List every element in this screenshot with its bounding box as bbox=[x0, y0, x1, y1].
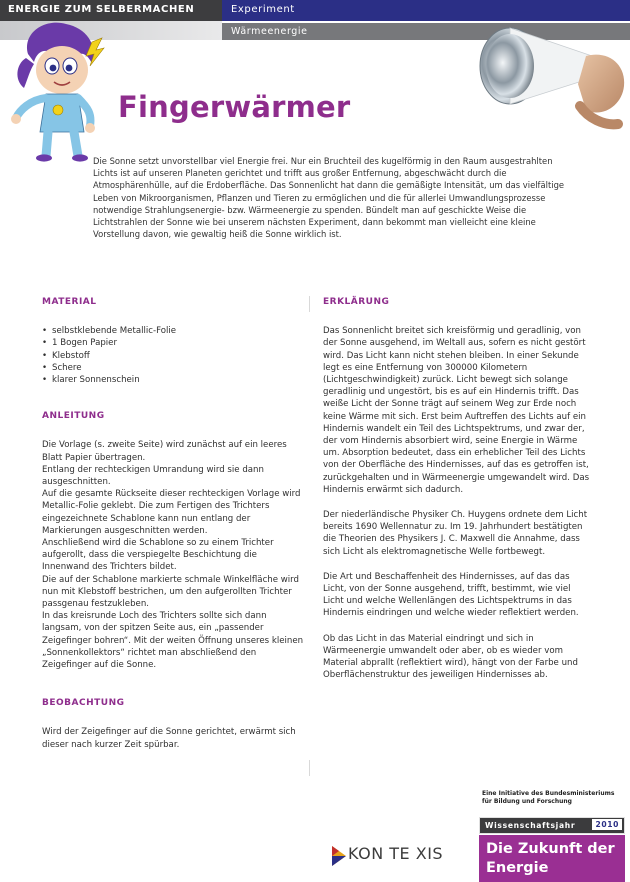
anleitung-text bbox=[42, 439, 304, 671]
finger-cone-photo bbox=[458, 14, 630, 132]
slogan-line: Die Zukunft der bbox=[486, 841, 615, 857]
material-item: • selbstklebende Metallic-Folie bbox=[42, 325, 304, 337]
mascot-illustration bbox=[6, 14, 114, 162]
column-divider-left bbox=[309, 296, 310, 312]
topic-label: Wärmeenergie bbox=[231, 26, 308, 37]
initiative-line: für Bildung und Forschung bbox=[482, 797, 572, 805]
zukunft-energie-badge bbox=[479, 835, 625, 882]
intro-text: Die Sonne setzt unvorstellbar viel Energie frei. Nur ein Bruchteil des kugelförmig in den Raum ausgestrahlten Lichts ist auf unseren Planeten gerichtet und trifft aus großer Entfernung, abgeschwächt durch die Atmosphärenhülle, auf die Erdoberfläche. Das Sonnenlicht hat dann die gemäßigte Intensität, um das vielfältige Leben von Mikroorganismen, Pflanzen und Tieren zu ermöglichen und die für allerlei Umwandlungsprozesse notwendige Strahlungsenergie- bzw. Wärmeenergie zu spenden. Bündelt man auf geschickte Weise die Lichtstrahlen der Sonne wie bei unserem nächsten Experiment, dann bekommt man vielleicht eine kleine Vorstellung davon, wie gewaltig heiß die Sonne wirklich ist. bbox=[93, 156, 565, 240]
right-column bbox=[323, 296, 591, 693]
material-item: • Klebstoff bbox=[42, 350, 304, 362]
erklaerung-paragraph: Ob das Licht in das Material eindringt und sich in Wärmeenergie umwandelt oder aber, ob es wieder vom Material abprallt (reflektiert wird), hängt von der Farbe und Oberflächenstruktur des jeweiligen Hindernisses ab. bbox=[323, 633, 578, 681]
anleitung-paragraph: Die Vorlage (s. zweite Seite) wird zunächst auf ein leeres Blatt Papier übertragen. bbox=[42, 440, 287, 463]
ministry-initiative bbox=[482, 790, 622, 806]
material-heading: MATERIAL bbox=[42, 297, 97, 307]
erklaerung-paragraph: Der niederländische Physiker Ch. Huygens ordnete dem Licht bereits 1690 Wellennatur zu. Im 19. Jahrhundert bestätigten die Theorien des Physikers J. C. Maxwell die Annahme, dass sich Licht als elektromagnetische Welle fortbewegt. bbox=[323, 510, 588, 557]
anleitung-paragraph: Anschließend wird die Schablone so zu einem Trichter aufgerollt, dass die verspiegelte Beschichtung die Innenwand des Trichters bildet. bbox=[42, 538, 274, 573]
material-item: • 1 Bogen Papier bbox=[42, 337, 304, 349]
anleitung-paragraph: Entlang der rechteckigen Umrandung wird sie dann ausgeschnitten. bbox=[42, 464, 264, 488]
left-column bbox=[42, 296, 304, 763]
kontexis-name: KON TE XIS bbox=[348, 844, 444, 863]
erklaerung-paragraph: Das Sonnenlicht breitet sich kreisförmig und geradlinig, von der Sonne ausgehend, im Weltall aus, sofern es nicht gestört wird. Das Licht kann nicht stehen bleiben. In einer Sekunde legt es eine Entfernung von 300000 Kilometern (Lichtgeschwindigkeit) zurück. Licht bewegt sich solange geradlinig und ungestört, bis es auf ein Hindernis trifft. Das weiße Licht der Sonne trägt auf seinem Weg zur Erde noch keine Wärme mit sich. Erst beim Auftreffen des Lichts auf ein Hindernis wandelt ein Teil des Lichtspektrums, und zwar der, der vom Hindernis absorbiert wird, seine Energie in Wärme um. Absorption bedeutet, dass ein erheblicher Teil des Lichts von der Oberfläche des Hindernisses, auf das es getroffen ist, zurückgehalten und in Wärmeenergie umgewandelt wird. Das Hindernis erwärmt sich dadurch. bbox=[323, 326, 590, 495]
material-item: • klarer Sonnenschein bbox=[42, 374, 304, 386]
slogan-line: Energie bbox=[486, 860, 549, 876]
year-badge: 2010 bbox=[592, 819, 622, 830]
anleitung-heading: ANLEITUNG bbox=[42, 411, 105, 422]
erklaerung-paragraph: Die Art und Beschaffenheit des Hindernisses, auf das das Licht, von der Sonne ausgehend, trifft, bestimmt, wie viel Licht und welche Wellenlängen des Lichtspektrums in das Hindernis eindringen und welche wieder reflektiert werden. bbox=[323, 571, 579, 619]
anleitung-paragraph: Auf die gesamte Rückseite dieser rechteckigen Vorlage wird Metallic-Folie geklebt. Die zum Fertigen des Trichters eingezeichnete Schablone kann nun entlang der Markierungen ausgeschnitten werden. bbox=[42, 489, 301, 536]
column-divider-right bbox=[309, 760, 310, 776]
wissenschaftsjahr-bar bbox=[479, 817, 625, 834]
beobachtung-heading: BEOBACHTUNG bbox=[42, 698, 125, 709]
anleitung-paragraph: In das kreisrunde Loch des Trichters sollte sich dann langsam, von der spitzen Seite aus, ein „passender Zeigefinger bohren“. Mit der weiten Öffnung unseres kleinen „Sonnenkollektors“ richtet man abschließend den Zeigefinger auf die Sonne. bbox=[42, 611, 304, 671]
anleitung-paragraph: Die auf der Schablone markierte schmale Winkelfläche wird nun mit Klebstoff bestrichen, um den aufgerollten Trichter passgenau festzukleben. bbox=[42, 574, 300, 610]
series-title: ENERGIE ZUM SELBERMACHEN bbox=[8, 4, 195, 15]
wissenschaftsjahr-label: Wissenschaftsjahr bbox=[485, 821, 576, 830]
initiative-line: Eine Initiative des Bundesministeriums bbox=[482, 790, 615, 797]
material-list bbox=[42, 325, 304, 386]
material-item: • Schere bbox=[42, 362, 304, 374]
document-type: Experiment bbox=[231, 4, 295, 15]
beobachtung-text: Wird der Zeigefinger auf die Sonne gerichtet, erwärmt sich dieser nach kurzer Zeit spürbar. bbox=[42, 727, 296, 750]
page-title: Fingerwärmer bbox=[118, 90, 351, 124]
erklaerung-heading: ERKLÄRUNG bbox=[323, 297, 390, 307]
kontexis-logo-icon bbox=[330, 844, 348, 868]
